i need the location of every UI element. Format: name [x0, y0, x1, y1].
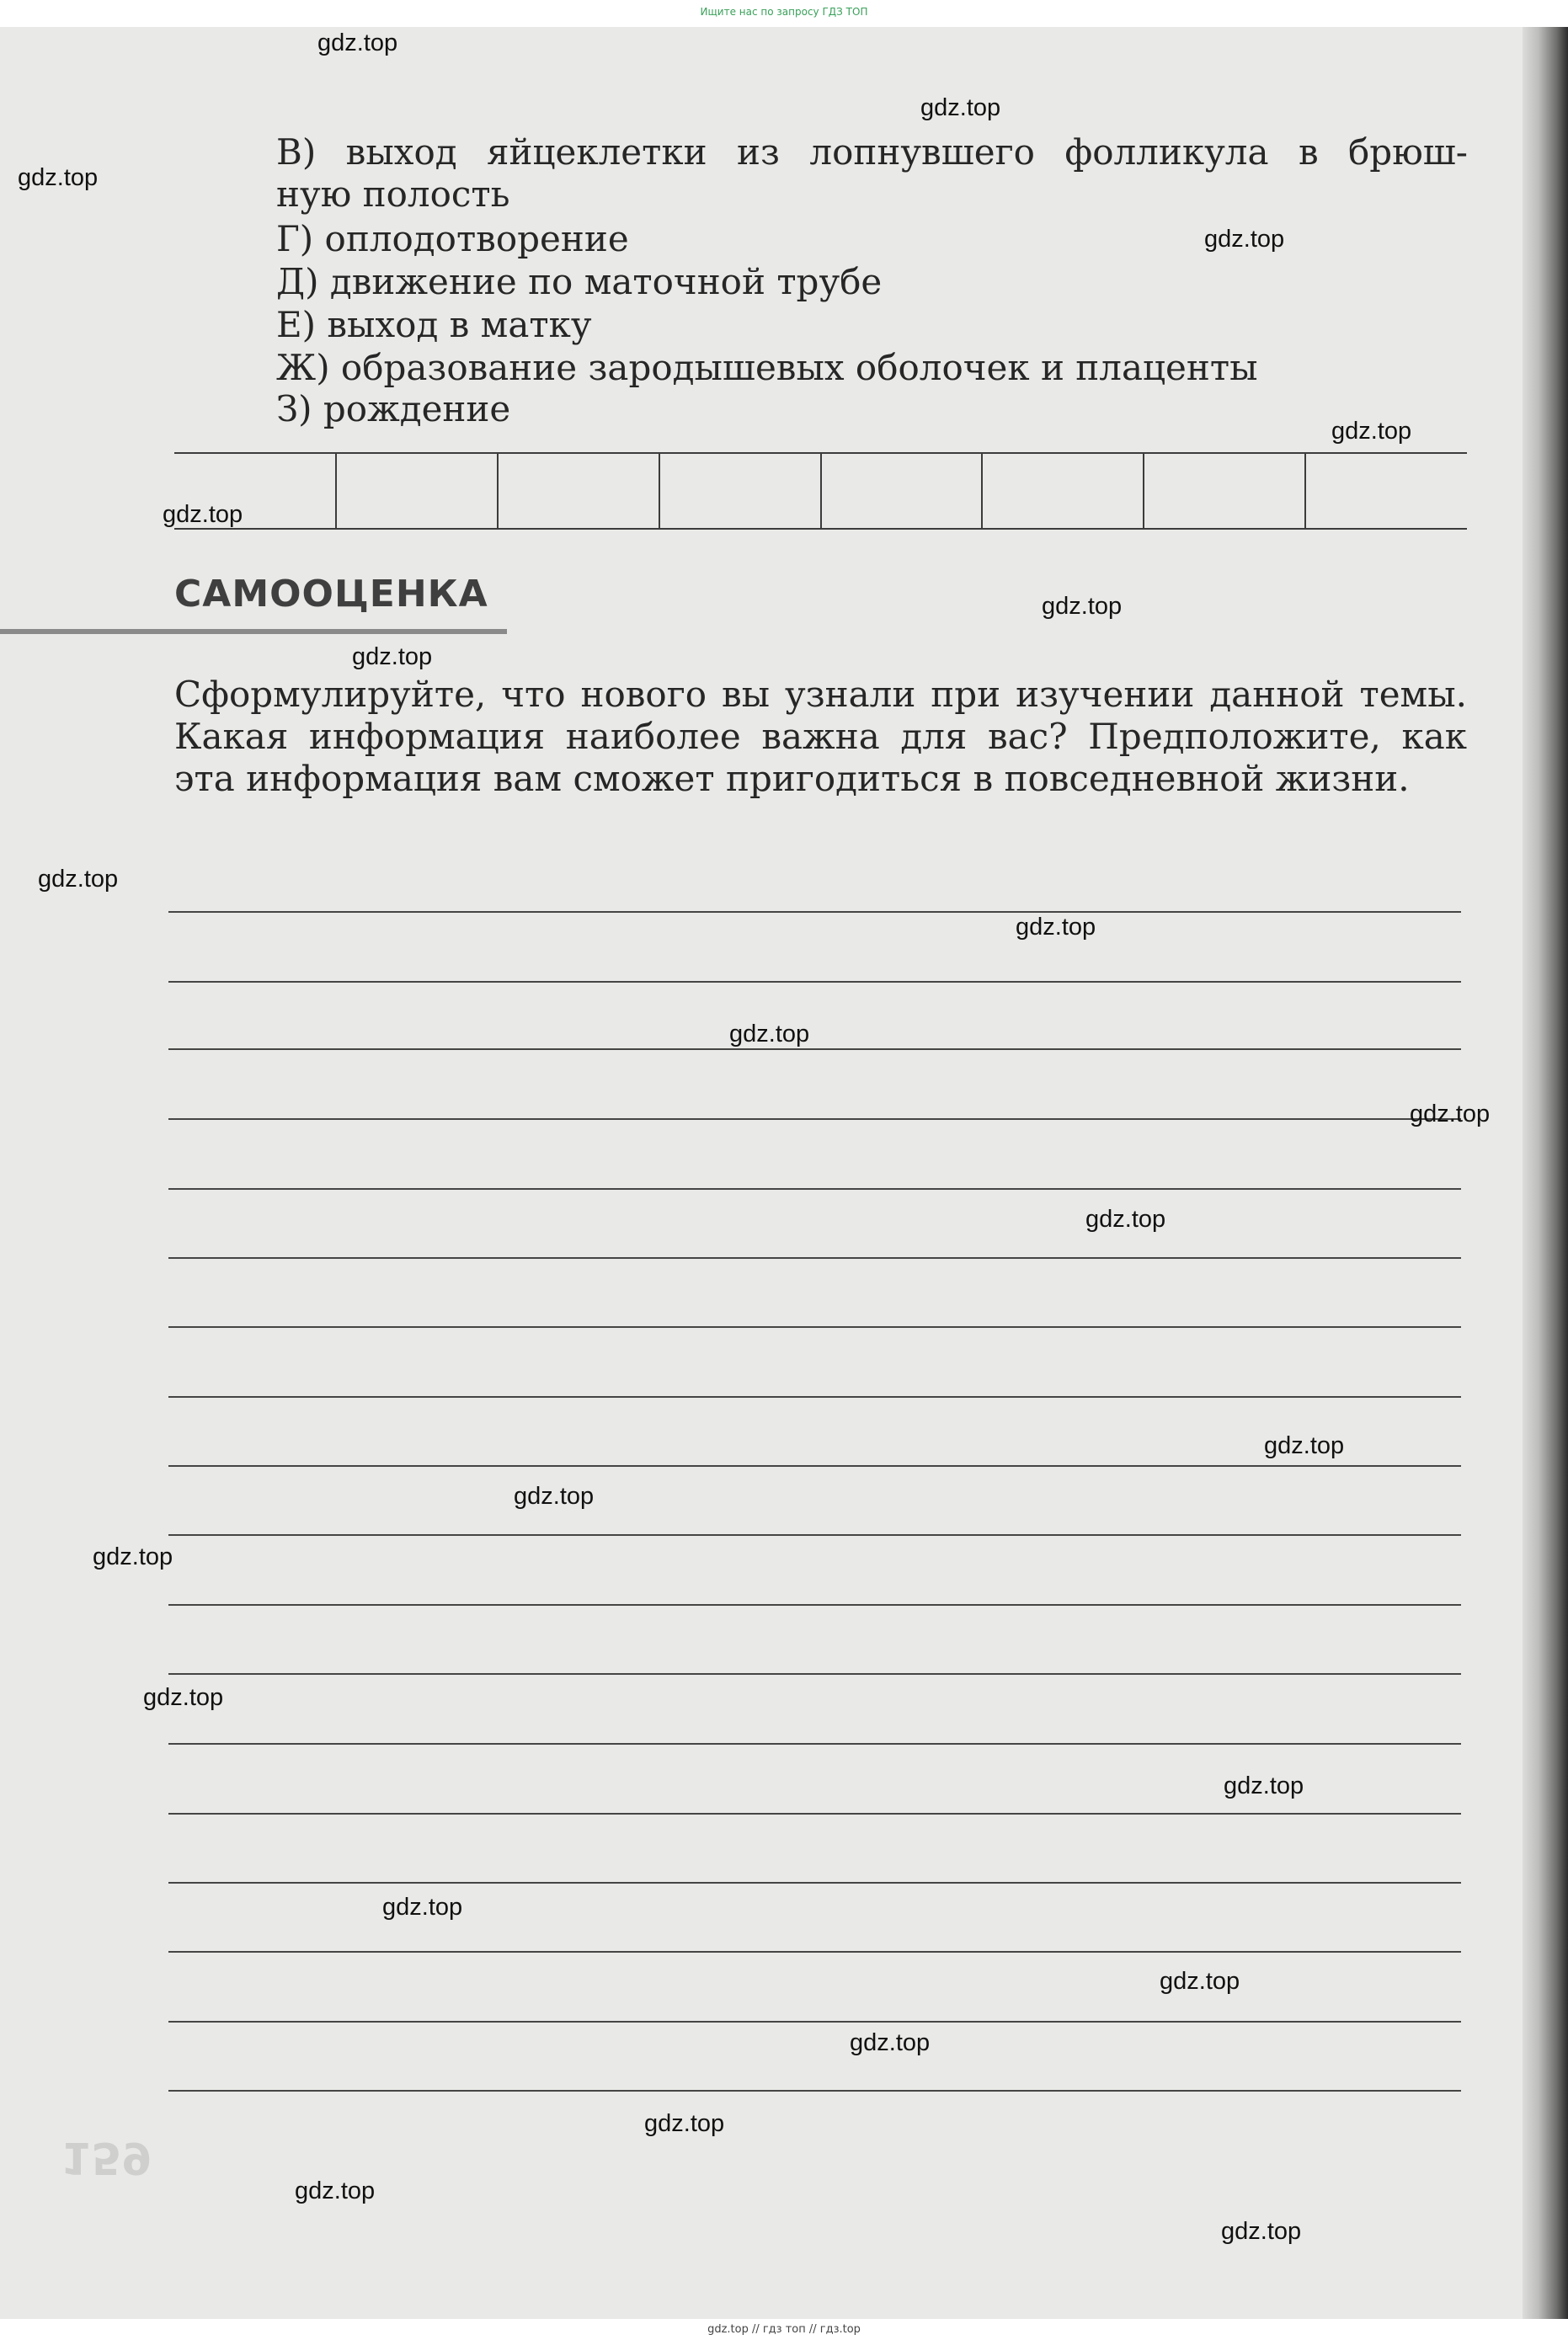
list-item-v-line1: В) выход яйцеклетки из лопнувшего фолликула в брюш- — [276, 131, 1468, 173]
writing-line[interactable] — [168, 1465, 1461, 1467]
writing-line[interactable] — [168, 2090, 1461, 2092]
watermark: gdz.top — [163, 501, 243, 528]
watermark: gdz.top — [1160, 1968, 1240, 1995]
writing-line[interactable] — [168, 2021, 1461, 2023]
watermark: gdz.top — [1331, 418, 1412, 445]
watermark: gdz.top — [1204, 226, 1285, 253]
writing-line[interactable] — [168, 1118, 1461, 1120]
top-banner: Ищите нас по запросу ГДЗ ТОП — [0, 0, 1568, 27]
watermark: gdz.top — [93, 1543, 173, 1570]
writing-line[interactable] — [168, 1882, 1461, 1884]
page-binding-shadow — [1523, 27, 1568, 2319]
answer-cell[interactable] — [982, 453, 1144, 529]
watermark: gdz.top — [18, 164, 99, 191]
answer-cell[interactable] — [336, 453, 498, 529]
writing-line[interactable] — [168, 981, 1461, 983]
answer-cell[interactable] — [498, 453, 659, 529]
page-number-bleed: 159 — [61, 2132, 152, 2183]
writing-line[interactable] — [168, 1604, 1461, 1606]
watermark: gdz.top — [352, 643, 433, 670]
watermark: gdz.top — [1042, 593, 1123, 620]
answer-cell[interactable] — [659, 453, 821, 529]
list-item-v-line2: ную полость — [276, 173, 510, 215]
writing-line[interactable] — [168, 1257, 1461, 1259]
answer-cell[interactable] — [821, 453, 983, 529]
watermark: gdz.top — [729, 1021, 810, 1047]
watermark: gdz.top — [317, 29, 398, 56]
watermark: gdz.top — [1016, 914, 1096, 941]
watermark: gdz.top — [1224, 1772, 1304, 1799]
writing-line[interactable] — [168, 1673, 1461, 1675]
watermark: gdz.top — [644, 2110, 725, 2137]
watermark: gdz.top — [1085, 1206, 1166, 1233]
watermark: gdz.top — [295, 2177, 376, 2204]
list-item-z: З) рождение — [276, 388, 511, 429]
answer-cell[interactable] — [1144, 453, 1305, 529]
watermark: gdz.top — [1410, 1101, 1491, 1127]
watermark: gdz.top — [1221, 2218, 1302, 2245]
watermark: gdz.top — [38, 866, 119, 893]
answer-cell[interactable] — [1305, 453, 1467, 529]
writing-line[interactable] — [168, 1534, 1461, 1536]
list-item-zh: Ж) образование зародышевых оболочек и плаценты — [276, 347, 1258, 388]
writing-line[interactable] — [168, 1188, 1461, 1190]
self-assessment-prompt: Сформулируйте, что нового вы узнали при изучении данной темы. Какая информация наиболее важна для вас? Предположите, как эта информация вам сможет пригодиться в повседневной жизни. — [174, 674, 1467, 799]
bottom-banner: gdz.top // гдз топ // гдз.top — [0, 2319, 1568, 2340]
writing-line[interactable] — [168, 911, 1461, 913]
writing-line[interactable] — [168, 1396, 1461, 1398]
writing-line[interactable] — [168, 1951, 1461, 1953]
watermark: gdz.top — [514, 1483, 595, 1510]
watermark: gdz.top — [850, 2029, 931, 2056]
writing-line[interactable] — [168, 1326, 1461, 1328]
answer-table — [174, 452, 1467, 530]
watermark: gdz.top — [1264, 1432, 1345, 1459]
writing-line[interactable] — [168, 1048, 1461, 1050]
writing-line[interactable] — [168, 1743, 1461, 1745]
section-title: САМООЦЕНКА — [174, 573, 488, 616]
list-item-e: Е) выход в матку — [276, 304, 592, 345]
list-item-d: Д) движение по маточной трубе — [276, 261, 883, 302]
section-underline — [0, 629, 507, 634]
watermark: gdz.top — [143, 1684, 224, 1711]
watermark: gdz.top — [382, 1894, 463, 1921]
list-item-g: Г) оплодотворение — [276, 218, 629, 259]
watermark: gdz.top — [920, 94, 1001, 121]
writing-line[interactable] — [168, 1813, 1461, 1815]
